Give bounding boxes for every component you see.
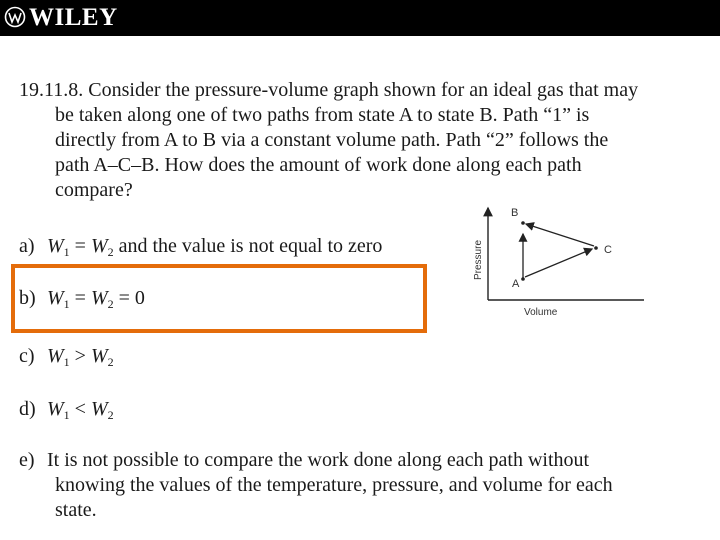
subscript: 2 <box>107 245 114 259</box>
subscript: 1 <box>63 297 70 311</box>
point-b-label: B <box>511 207 519 219</box>
answer-option-a[interactable] <box>19 234 382 259</box>
subscript: 2 <box>107 408 114 422</box>
subscript: 2 <box>107 297 114 311</box>
work-symbol: W <box>90 345 108 367</box>
pressure-volume-graph <box>468 200 648 320</box>
answer-highlight-box <box>11 264 427 333</box>
work-symbol: W <box>47 235 64 257</box>
question-line: be taken along one of two paths from state A to state B. Path “1” is <box>55 104 590 126</box>
relation: = <box>69 235 91 257</box>
x-axis-label: Volume <box>524 307 558 318</box>
option-letter: d) <box>19 398 36 420</box>
answer-option-d[interactable] <box>19 397 114 422</box>
option-tail: and the value is not equal to zero <box>113 235 383 257</box>
wiley-header-bar <box>0 0 720 36</box>
relation: < <box>69 398 91 420</box>
option-line: knowing the values of the temperature, pressure, and volume for each <box>55 474 613 496</box>
wiley-emblem-icon <box>4 6 26 28</box>
wiley-logo-text: WILEY <box>29 3 118 31</box>
relation: > <box>69 345 91 367</box>
question-line: 19.11.8. Consider the pressure-volume graph shown for an ideal gas that may <box>19 79 639 101</box>
work-symbol: W <box>90 398 108 420</box>
answer-option-e[interactable] <box>19 448 699 523</box>
point-c <box>594 246 598 250</box>
work-symbol: W <box>47 287 64 309</box>
wiley-logo <box>4 2 118 32</box>
question-text <box>19 78 699 203</box>
work-symbol: W <box>90 287 108 309</box>
relation: = <box>69 287 91 309</box>
question-line: compare? <box>55 179 133 201</box>
point-b <box>521 221 525 225</box>
option-tail: = 0 <box>113 287 145 309</box>
subscript: 2 <box>107 355 114 369</box>
y-axis-label: Pressure <box>473 239 484 280</box>
work-symbol: W <box>90 235 108 257</box>
option-letter: b) <box>19 287 36 309</box>
option-line: It is not possible to compare the work done along each path without <box>47 449 590 471</box>
point-c-label: C <box>604 244 612 256</box>
question-line: directly from A to B via a constant volume path. Path “2” follows the <box>55 129 609 151</box>
work-symbol: W <box>47 398 64 420</box>
point-a <box>521 277 525 281</box>
subscript: 1 <box>63 408 70 422</box>
question-line: path A–C–B. How does the amount of work done along each path <box>55 154 582 176</box>
subscript: 1 <box>63 245 70 259</box>
point-a-label: A <box>512 278 520 290</box>
option-letter: e) <box>19 449 35 471</box>
subscript: 1 <box>63 355 70 369</box>
option-letter: a) <box>19 235 35 257</box>
path-c-to-b <box>526 224 594 246</box>
option-letter: c) <box>19 345 35 367</box>
work-symbol: W <box>47 345 64 367</box>
path-a-to-c <box>525 249 592 277</box>
answer-option-c[interactable] <box>19 344 114 369</box>
option-line: state. <box>55 499 97 521</box>
